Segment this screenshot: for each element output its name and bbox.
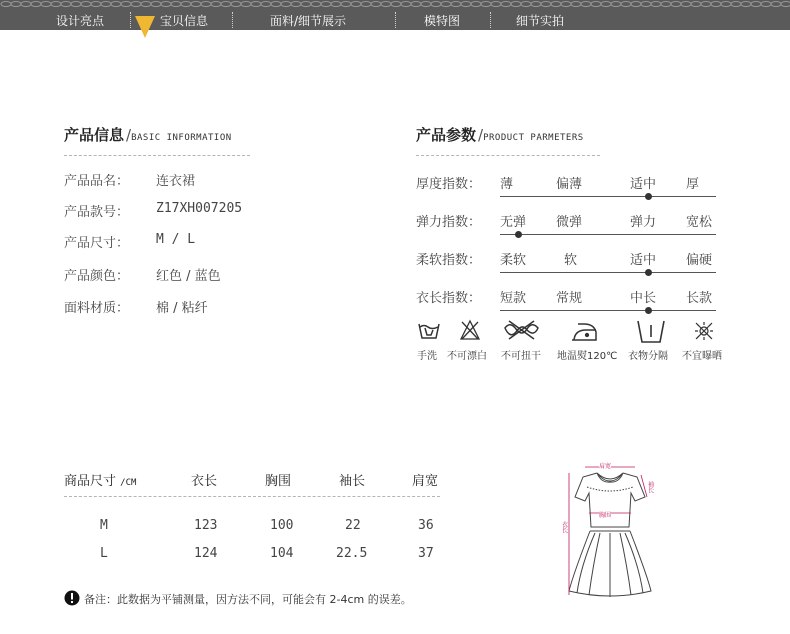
care-label-hand-wash: 手洗 <box>417 351 437 362</box>
info-value-material: 棉 / 粘纤 <box>156 301 208 316</box>
chain-link <box>321 2 331 7</box>
chain-link <box>191 2 201 7</box>
param-label: 弹力指数： <box>416 215 482 230</box>
chain-link <box>301 2 311 7</box>
nav-item-design-highlights[interactable]: 设计亮点 <box>56 14 105 28</box>
param-option: 无弹 <box>500 215 527 230</box>
col-header-length: 衣长 <box>191 474 218 489</box>
chain-link <box>661 2 671 7</box>
chain-link <box>591 2 601 7</box>
separate-wash-icon <box>638 321 664 342</box>
chain-link <box>101 2 111 7</box>
product-info-title <box>64 124 232 145</box>
table-row-l-size: L <box>100 546 108 561</box>
low-iron-icon <box>572 324 596 340</box>
chain-link <box>651 2 661 7</box>
chain-link <box>681 2 691 7</box>
table-cell: 104 <box>270 546 294 561</box>
chain-link <box>211 2 221 7</box>
param-option: 软 <box>564 253 578 268</box>
info-label-size: 产品尺寸： <box>64 236 130 251</box>
chain-link <box>601 2 611 7</box>
nav-separator <box>232 12 233 28</box>
care-icons <box>418 318 730 346</box>
care-label-no-sun: 不宜曝晒 <box>682 351 722 362</box>
chain-link <box>51 2 61 7</box>
chain-link <box>1 2 11 7</box>
size-table-unit: /CM <box>120 478 137 488</box>
nav-separator <box>130 12 131 28</box>
param-track-line <box>500 272 716 273</box>
chain-link <box>201 2 211 7</box>
param-selected-dot <box>645 269 652 276</box>
param-option: 微弹 <box>556 215 583 230</box>
no-sun-icon <box>695 322 713 340</box>
chain-link <box>81 2 91 7</box>
chain-link <box>721 2 731 7</box>
title-slash: / <box>126 126 132 144</box>
chain-link <box>351 2 361 7</box>
chain-link <box>381 2 391 7</box>
chain-link <box>731 2 741 7</box>
nav-separator <box>395 12 396 28</box>
info-icon <box>64 590 80 606</box>
table-cell: 36 <box>418 518 434 533</box>
col-header-shoulder: 肩宽 <box>412 474 439 489</box>
chain-link <box>331 2 341 7</box>
product-params-title-cn: 产品参数 <box>416 126 477 144</box>
param-option: 柔软 <box>500 253 527 268</box>
info-label-material: 面料材质： <box>64 301 130 316</box>
nav-item-model-photos[interactable]: 模特图 <box>424 14 461 28</box>
chain-link <box>41 2 51 7</box>
chain-link <box>761 2 771 7</box>
care-label-no-wring: 不可扭干 <box>501 351 541 362</box>
chain-link <box>631 2 641 7</box>
chain-link <box>171 2 181 7</box>
chain-link <box>141 2 151 7</box>
info-label-color: 产品颜色： <box>64 269 130 284</box>
chain-link <box>311 2 321 7</box>
chain-link <box>621 2 631 7</box>
nav-item-detail-shots[interactable]: 细节实拍 <box>516 14 565 28</box>
nav-item-fabric-details[interactable]: 面料/细节展示 <box>270 14 347 28</box>
chain-link <box>711 2 721 7</box>
param-option: 弹力 <box>630 215 657 230</box>
nav-item-product-info[interactable]: 宝贝信息 <box>160 14 209 28</box>
nav-chain-border <box>0 0 790 8</box>
chain-link <box>151 2 161 7</box>
product-info-title-cn: 产品信息 <box>64 126 125 144</box>
chain-link <box>21 2 31 7</box>
chain-link <box>751 2 761 7</box>
param-label: 衣长指数： <box>416 291 482 306</box>
param-label: 柔软指数： <box>416 253 482 268</box>
info-value-size: M / L <box>156 232 196 247</box>
chain-link <box>421 2 431 7</box>
info-value-name: 连衣裙 <box>156 174 196 189</box>
chain-link <box>431 2 441 7</box>
chain-link <box>71 2 81 7</box>
param-option: 长款 <box>686 291 713 306</box>
title-slash: / <box>478 126 484 144</box>
diagram-label-bust: 胸围 <box>598 512 612 519</box>
param-option: 偏薄 <box>556 177 583 192</box>
chain-link <box>371 2 381 7</box>
chain-link <box>181 2 191 7</box>
param-option: 偏硬 <box>686 253 713 268</box>
no-wring-icon <box>505 321 538 339</box>
chain-link <box>241 2 251 7</box>
chain-link <box>251 2 261 7</box>
param-selected-dot <box>645 307 652 314</box>
table-cell: 37 <box>418 546 434 561</box>
param-track-line <box>500 196 716 197</box>
param-option: 适中 <box>630 253 657 268</box>
chain-link <box>611 2 621 7</box>
chain-link <box>441 2 451 7</box>
chain-link <box>551 2 561 7</box>
size-table-title-text: 商品尺寸 <box>64 474 117 489</box>
param-track-line <box>500 310 716 311</box>
chain-link <box>401 2 411 7</box>
chain-link <box>231 2 241 7</box>
product-info-title-en: BASIC INFORMATION <box>131 133 232 143</box>
chain-link <box>121 2 131 7</box>
chain-link <box>391 2 401 7</box>
table-cell: 22.5 <box>336 546 368 561</box>
nav-active-pointer <box>135 16 155 38</box>
chain-link <box>501 2 511 7</box>
chain-link <box>521 2 531 7</box>
size-table-note: 备注：此数据为平铺测量，因方法不同，可能会有 2-4cm 的误差。 <box>84 593 412 606</box>
chain-link <box>261 2 271 7</box>
info-label-name: 产品品名： <box>64 174 130 189</box>
param-selected-dot <box>645 193 652 200</box>
param-track-line <box>500 234 716 235</box>
dress-size-diagram <box>555 455 665 605</box>
param-label: 厚度指数： <box>416 177 482 192</box>
diagram-label-shoulder: 肩宽 <box>598 463 612 470</box>
chain-link <box>741 2 751 7</box>
param-option: 宽松 <box>686 215 713 230</box>
hand-wash-icon <box>419 324 439 338</box>
info-value-color: 红色 / 蓝色 <box>156 269 221 284</box>
param-selected-dot <box>515 231 522 238</box>
no-bleach-icon <box>461 321 479 339</box>
chain-link <box>161 2 171 7</box>
chain-link <box>781 2 790 7</box>
product-info-divider <box>64 155 250 156</box>
care-label-separate: 衣物分隔 <box>628 351 668 362</box>
diagram-label-length: 衣长 <box>560 521 568 533</box>
chain-link <box>411 2 421 7</box>
chain-link <box>671 2 681 7</box>
chain-link <box>281 2 291 7</box>
size-table-title <box>64 470 136 489</box>
chain-link <box>361 2 371 7</box>
nav-separator <box>490 12 491 28</box>
chain-link <box>461 2 471 7</box>
chain-link <box>701 2 711 7</box>
param-option: 短款 <box>500 291 527 306</box>
care-label-low-iron: 地温熨120℃ <box>557 351 618 362</box>
chain-link <box>771 2 781 7</box>
chain-link <box>541 2 551 7</box>
param-option: 厚 <box>686 177 700 192</box>
info-value-style-no: Z17XH007205 <box>156 201 243 216</box>
size-table-divider <box>64 496 440 497</box>
col-header-bust: 胸围 <box>265 474 292 489</box>
chain-link <box>91 2 101 7</box>
param-option: 中长 <box>630 291 657 306</box>
table-cell: 123 <box>194 518 218 533</box>
chain-link <box>61 2 71 7</box>
chain-link <box>291 2 301 7</box>
chain-link <box>531 2 541 7</box>
product-params-title <box>416 124 584 145</box>
chain-link <box>341 2 351 7</box>
chain-link <box>691 2 701 7</box>
chain-link <box>581 2 591 7</box>
chain-link <box>641 2 651 7</box>
table-cell: 100 <box>270 518 294 533</box>
chain-link <box>451 2 461 7</box>
table-cell: 22 <box>345 518 361 533</box>
col-header-sleeve: 袖长 <box>339 474 366 489</box>
diagram-label-sleeve: 袖长 <box>646 481 654 493</box>
care-label-no-bleach: 不可漂白 <box>447 351 487 362</box>
chain-link <box>111 2 121 7</box>
chain-link <box>271 2 281 7</box>
chain-link <box>131 2 141 7</box>
table-row-m-size: M <box>100 518 108 533</box>
chain-link <box>31 2 41 7</box>
product-params-title-en: PRODUCT PARMETERS <box>483 133 584 143</box>
chain-link <box>571 2 581 7</box>
chain-link <box>221 2 231 7</box>
product-params-divider <box>416 155 600 156</box>
table-cell: 124 <box>194 546 218 561</box>
chain-link <box>511 2 521 7</box>
chain-link <box>471 2 481 7</box>
chain-link <box>481 2 491 7</box>
chain-link <box>491 2 501 7</box>
info-label-style-no: 产品款号： <box>64 205 130 220</box>
chain-link <box>11 2 21 7</box>
param-option: 适中 <box>630 177 657 192</box>
param-option: 薄 <box>500 177 514 192</box>
chain-link <box>561 2 571 7</box>
param-option: 常规 <box>556 291 583 306</box>
